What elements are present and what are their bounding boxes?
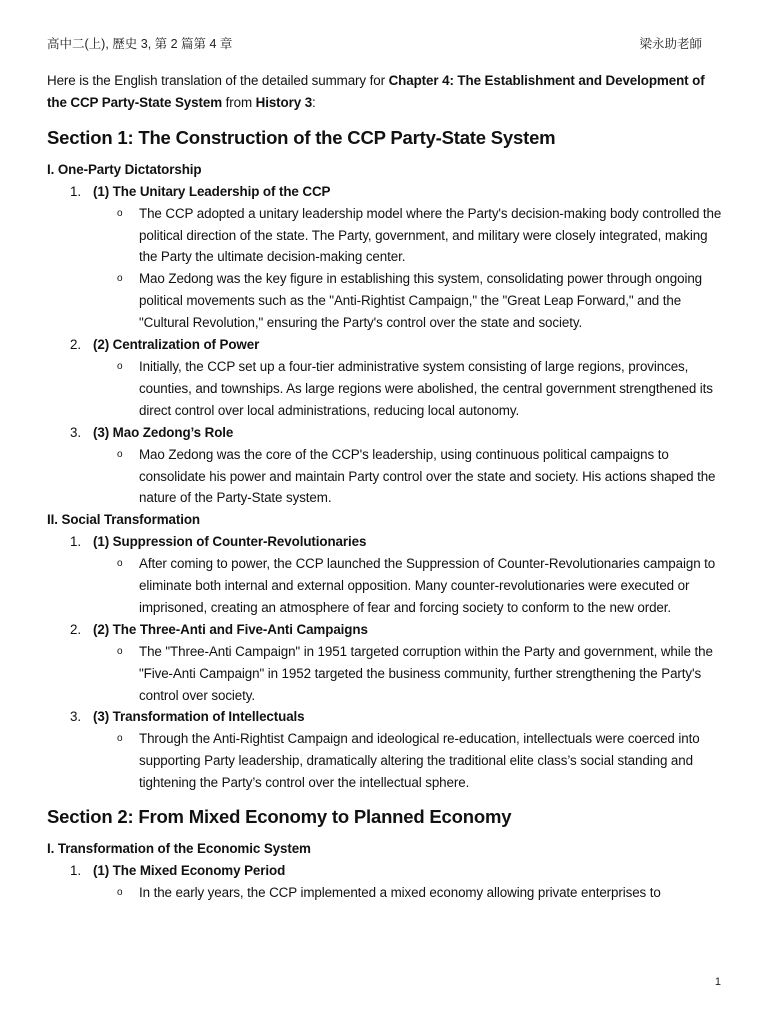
bullet-text: In the early years, the CCP implemented a mixed economy allowing private enterprises to [139, 884, 661, 900]
bullet-text: Mao Zedong was the core of the CCP's leadership, using continuous political campaigns to consolidate his power and maintain Party control over the state and society. His actions shaped the nature of the Party-State system. [139, 446, 716, 506]
bullet-text: Initially, the CCP set up a four-tier administrative system consisting of large regions, provinces, counties, and townships. As large regions were abolished, the central government strengthened its direct control over local administrations, reducing local autonomy. [139, 358, 713, 418]
item-title: (1) The Mixed Economy Period [93, 863, 286, 878]
bullet-text: After coming to power, the CCP launched the Suppression of Counter-Revolutionaries campaign to eliminate both internal and external opposition. Many counter-revolutionaries were executed or imprisoned, creating an atmosphere of fear and forcing society to conform to the new order. [139, 556, 716, 615]
page-header [47, 34, 702, 52]
bullet-list [93, 641, 724, 707]
bullet-marker: o [117, 558, 123, 570]
item-number: 1. [70, 863, 81, 878]
intro-middle: from [222, 94, 256, 110]
bullet-item [93, 444, 724, 510]
item-title: (2) Centralization of Power [93, 337, 260, 353]
intro-book-title: History 3 [255, 94, 313, 110]
document-body [47, 70, 724, 904]
item-number: 3. [70, 424, 81, 440]
bullet-item [93, 553, 724, 619]
bullet-item [93, 882, 724, 904]
bullet-marker: o [117, 733, 123, 745]
bullet-marker: o [117, 448, 123, 460]
list-item [47, 531, 724, 619]
bullet-marker: o [117, 886, 123, 898]
bullet-list [93, 553, 724, 619]
numbered-list [47, 860, 724, 904]
item-number: 1. [70, 183, 81, 199]
section-heading: Section 2: From Mixed Economy to Planned Economy [47, 806, 512, 828]
item-title: (2) The Three-Anti and Five-Anti Campaigns [93, 621, 368, 637]
intro-suffix: : [312, 94, 316, 110]
page-number: 1 [714, 976, 721, 988]
subsection-heading: I. One-Party Dictatorship [47, 161, 202, 177]
item-number: 2. [70, 621, 81, 637]
bullet-list [93, 356, 724, 422]
bullet-list [93, 882, 724, 904]
subsection-heading: I. Transformation of the Economic System [47, 841, 311, 857]
list-item [47, 181, 724, 334]
bullet-list [93, 728, 724, 794]
numbered-list [47, 181, 724, 510]
list-item [47, 706, 724, 794]
list-item [47, 334, 724, 422]
item-title: (1) The Unitary Leadership of the CCP [93, 183, 331, 199]
bullet-marker: o [117, 360, 123, 372]
subsection-heading: II. Social Transformation [47, 512, 201, 528]
numbered-list [47, 531, 724, 794]
bullet-text: The "Three-Anti Campaign" in 1951 targeted corruption within the Party and government, while the "Five-Anti Campaign" in 1952 targeted the business community, further strengthening the Party's control over society. [139, 643, 713, 703]
item-title: (3) Mao Zedong’s Role [93, 424, 234, 440]
bullet-item [93, 356, 724, 422]
section-heading: Section 1: The Construction of the CCP Party-State System [47, 126, 556, 148]
item-title: (1) Suppression of Counter-Revolutionaries [93, 534, 367, 550]
list-item [47, 860, 724, 904]
bullet-list [93, 444, 724, 510]
intro-chapter-title: Chapter 4: The Establishment and Development of the CCP Party-State System [47, 73, 705, 110]
bullet-marker: o [117, 207, 123, 219]
intro-prefix: Here is the English translation of the detailed summary for [47, 73, 389, 88]
list-item [47, 422, 724, 510]
bullet-item [93, 728, 724, 794]
item-number: 1. [70, 534, 81, 550]
bullet-item [93, 268, 724, 334]
bullet-marker: o [117, 273, 123, 285]
bullet-text: Through the Anti-Rightist Campaign and ideological re-education, intellectuals were coerced into supporting Party leadership, dramatically altering the traditional elite class’s social standing and tightening the Party’s control over the intellectual sphere. [139, 731, 700, 791]
header-teacher-name: 梁永助老師 [639, 37, 702, 51]
bullet-text: Mao Zedong was the key figure in establishing this system, consolidating power through ongoing political movements such as the "Anti-Rightist Campaign," the "Great Leap Forward," and the "Cultural Revolution," ensuring the Party's control over the state and society. [139, 271, 703, 331]
bullet-item [93, 641, 724, 707]
bullet-marker: o [117, 645, 123, 657]
bullet-item [93, 203, 724, 269]
intro-paragraph [47, 70, 724, 114]
item-number: 2. [70, 337, 81, 353]
item-title: (3) Transformation of Intellectuals [93, 709, 305, 725]
list-item [47, 619, 724, 707]
bullet-list [93, 203, 724, 334]
item-number: 3. [70, 709, 81, 725]
bullet-text: The CCP adopted a unitary leadership model where the Party's decision-making body controlled the political direction of the state. The Party, government, and military were closely integrated, making the Party the ultimate decision-making center. [139, 205, 722, 265]
header-course-info: 高中二(上), 歷史 3, 第 2 篇第 4 章 [47, 37, 233, 51]
